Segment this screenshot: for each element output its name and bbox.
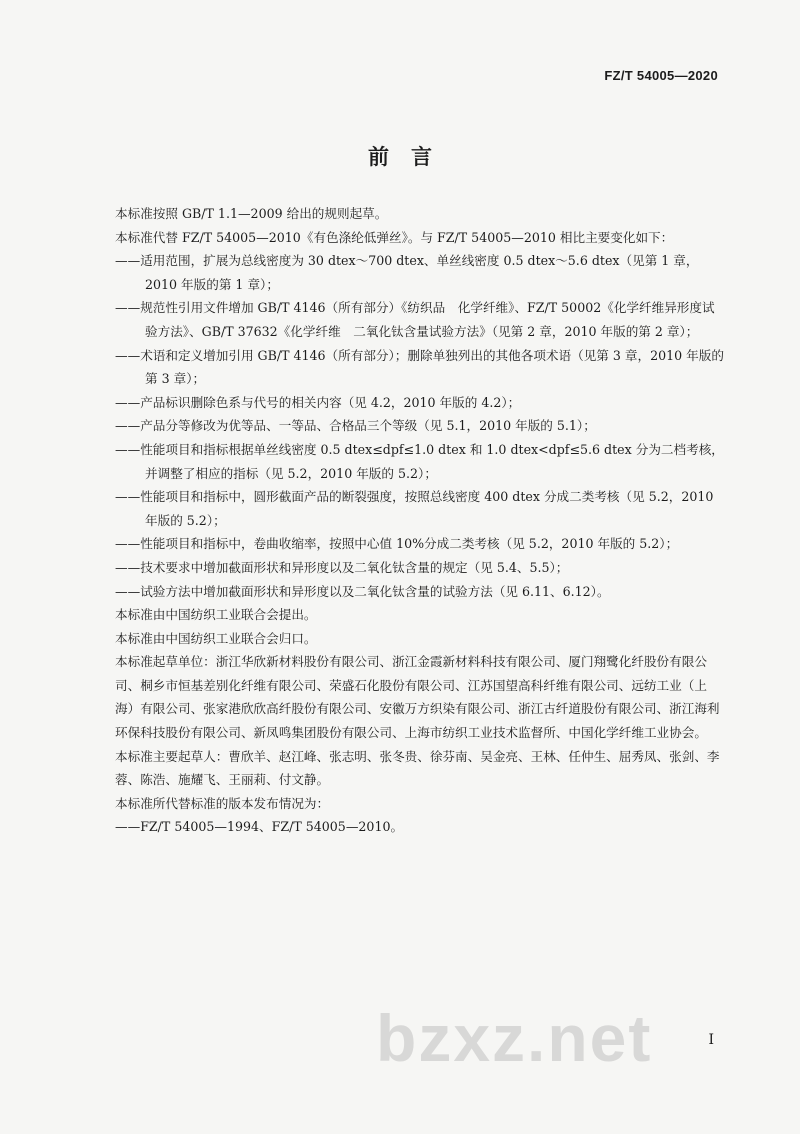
change-item: ——技术要求中增加截面形状和异形度以及二氧化钛含量的规定（见 5.4、5.5）； — [115, 559, 569, 575]
history-item: ——FZ/T 54005—1994、FZ/T 54005—2010。 — [115, 819, 404, 835]
change-item: ——适用范围，扩展为总线密度为 30 dtex～700 dtex、单丝线密度 0.5 dtex～5.6 dtex（见第 1 章，2010 年版的第 1 章）； — [115, 253, 699, 292]
change-item: ——产品分等修改为优等品、一等品、合格品三个等级（见 5.1，2010 年版的 5.1）； — [115, 418, 596, 434]
change-item: ——试验方法中增加截面形状和异形度以及二氧化钛含量的试验方法（见 6.11、6.12）。 — [115, 583, 610, 599]
body-text — [115, 202, 725, 839]
change-item: ——术语和定义增加引用 GB/T 4146（所有部分）；删除单独列出的其他各项术语（见第 3 章，2010 年版的第 3 章）； — [115, 347, 724, 387]
paragraph-drafting-rules: 本标准按照 GB/T 1.1—2009 给出的规则起草。 — [115, 206, 388, 221]
paragraph-replaces: 本标准代替 FZ/T 54005—2010《有色涤纶低弹丝》。与 FZ/T 54005—2010 相比主要变化如下： — [115, 229, 674, 245]
page-number: I — [708, 1032, 714, 1048]
paragraph-centralized-by: 本标准由中国纺织工业联合会归口。 — [115, 630, 317, 646]
change-item: ——性能项目和指标根据单丝线密度 0.5 dtex≤dpf≤1.0 dtex 和 1.0 dtex<dpf≤5.6 dtex 分为二档考核，并调整了相应的指标（见 5.2，2010 年版的 5.2）； — [115, 441, 724, 481]
change-item: ——产品标识删除色系与代号的相关内容（见 4.2，2010 年版的 4.2）； — [115, 394, 521, 410]
change-item: ——性能项目和指标中，圆形截面产品的断裂强度，按照总线密度 400 dtex 分成二类考核（见 5.2，2010 年版的 5.2）； — [115, 489, 714, 528]
paragraph-history-intro: 本标准所代替标准的版本发布情况为： — [115, 795, 330, 811]
change-item: ——性能项目和指标中，卷曲收缩率，按照中心值 10%分成二类考核（见 5.2，2010 年版的 5.2）； — [115, 536, 679, 552]
watermark-logo: bzxz.net — [376, 1001, 653, 1075]
paragraph-proposed-by: 本标准由中国纺织工业联合会提出。 — [115, 607, 317, 623]
paragraph-drafters: 本标准主要起草人：曹欣羊、赵江峰、张志明、张冬贵、徐芬南、吴金亮、王林、任仲生、屈秀凤、张剑、李蓉、陈浩、施耀飞、王丽莉、付文静。 — [115, 748, 720, 788]
change-item: ——规范性引用文件增加 GB/T 4146（所有部分）《纺织品 化学纤维》、FZ/T 50002《化学纤维异形度试验方法》、GB/T 37632《化学纤维 二氧化钛含量试验方法》（见第 2 章，2010 年版的第 2 章）； — [115, 300, 715, 339]
standard-code: FZ/T 54005—2020 — [604, 68, 718, 83]
page-title: 前言 — [368, 144, 454, 169]
paragraph-drafting-units: 本标准起草单位：浙江华欣新材料股份有限公司、浙江金霞新材料科技有限公司、厦门翔鹭化纤股份有限公司、桐乡市恒基差别化纤维有限公司、荣盛石化股份有限公司、江苏国望高科纤维有限公司、远纺工业（上海）有限公司、张家港欣欣高纤股份有限公司、安徽万方织染有限公司、浙江古纤道股份有限公司、浙江海利环保科技股份有限公司、新凤鸣集团股份有限公司、上海市纺织工业技术监督所、中国化学纤维工业协会。 — [115, 654, 720, 741]
